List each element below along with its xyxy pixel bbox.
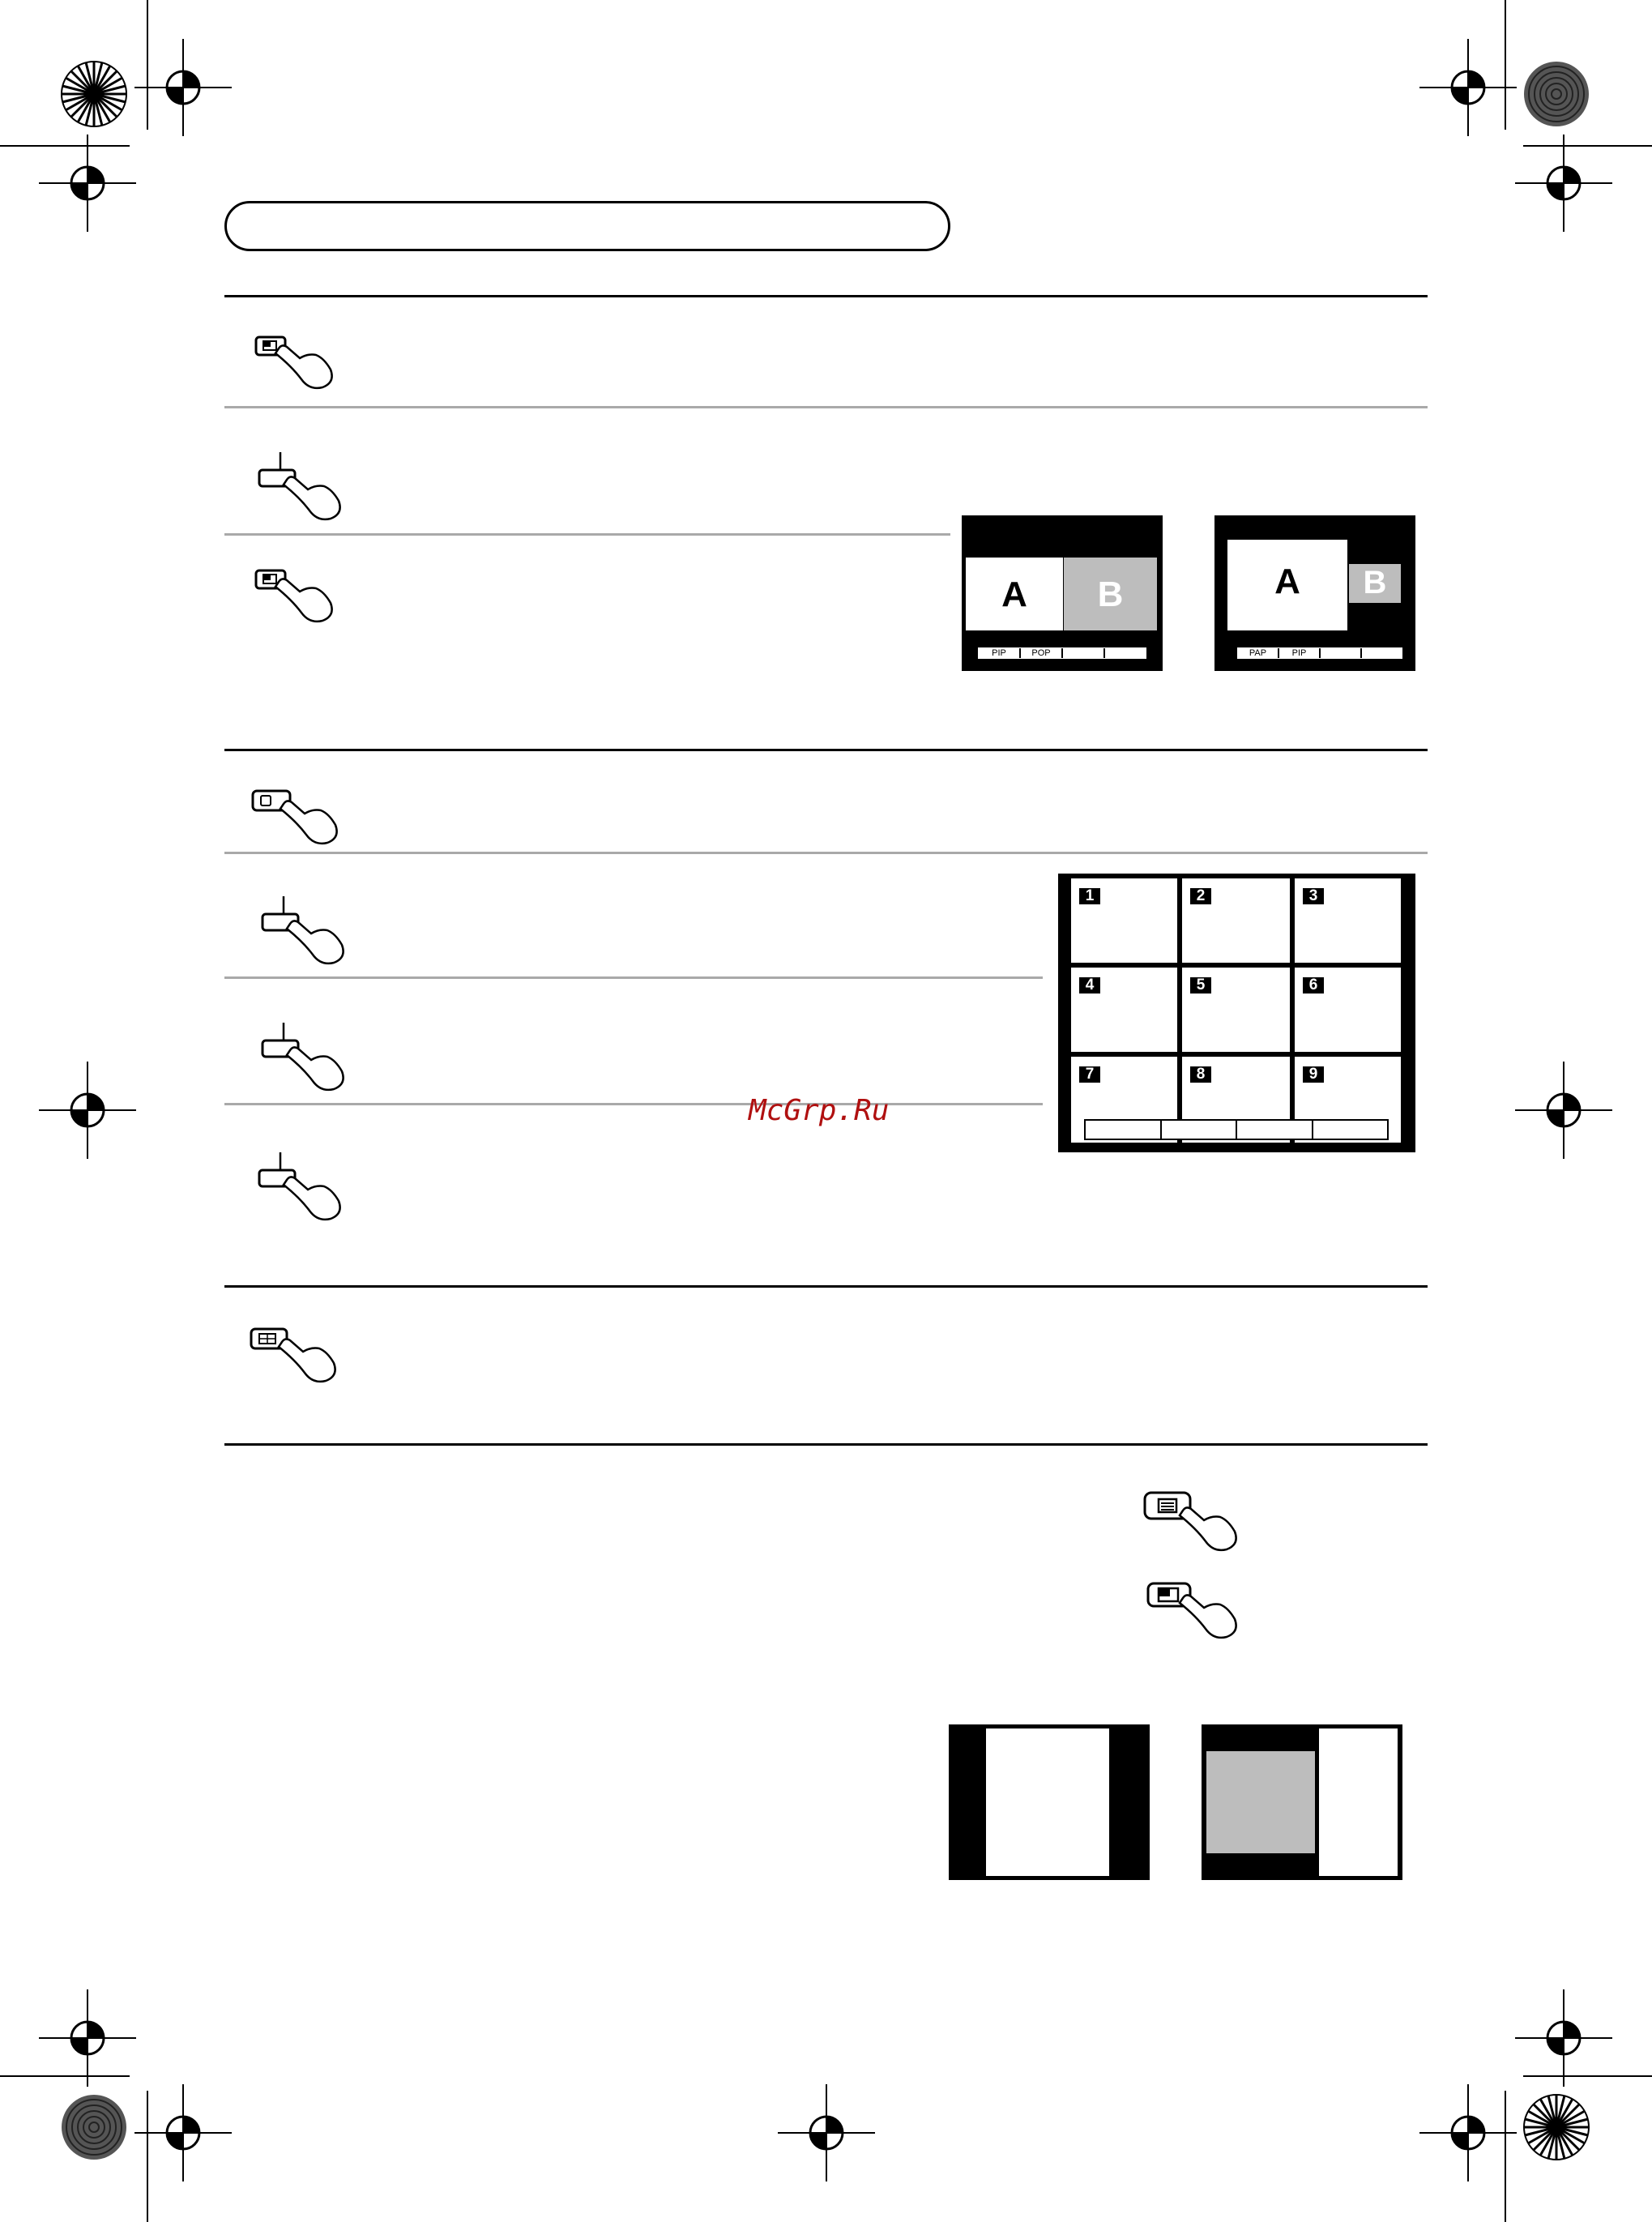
grid-cell-number: 6	[1303, 977, 1324, 993]
divider	[224, 406, 1428, 408]
mode-bar	[978, 647, 1146, 659]
grid-status-bar	[1084, 1119, 1389, 1140]
pap-pip-screen-figure	[1214, 515, 1415, 671]
remote-arrow-button-icon	[256, 452, 345, 525]
grid-cell-number: 1	[1079, 888, 1100, 904]
mode-bar-cell: POP	[1021, 648, 1063, 658]
remote-arrow-button-icon	[256, 1152, 345, 1225]
picture-a-panel	[1227, 540, 1347, 630]
remote-arrow-button-icon	[259, 896, 348, 969]
remote-info-button-icon	[251, 788, 348, 852]
picture-b-label: B	[1363, 565, 1387, 600]
picture-a-label: A	[1274, 562, 1300, 601]
picture-panel	[986, 1728, 1109, 1876]
divider	[224, 295, 1428, 297]
mode-bar	[1237, 647, 1402, 659]
format-screen-figure-right	[1202, 1724, 1402, 1880]
divider	[224, 852, 1428, 854]
remote-multipicture-button-icon	[248, 1326, 345, 1391]
picture-a-label: A	[1001, 575, 1027, 614]
pip-pop-screen-figure	[962, 515, 1163, 671]
grid-cell-number: 5	[1190, 977, 1211, 993]
grid-cell	[1071, 968, 1177, 1052]
section-title-box	[224, 201, 950, 251]
picture-a-panel	[966, 558, 1063, 630]
picture-b-label: B	[1097, 575, 1124, 614]
mode-bar-cell	[1105, 648, 1146, 658]
divider	[224, 1443, 1428, 1446]
grid-cell-number: 7	[1079, 1066, 1100, 1083]
mode-bar-cell	[1321, 648, 1362, 658]
picture-panel	[1206, 1751, 1315, 1853]
grid-cell-number: 2	[1190, 888, 1211, 904]
remote-pip-button-icon	[251, 334, 340, 399]
mode-bar-cell: PIP	[979, 648, 1021, 658]
grid-cell-number: 9	[1303, 1066, 1324, 1083]
divider	[224, 1103, 1043, 1105]
divider	[224, 749, 1428, 751]
mode-bar-cell: PIP	[1279, 648, 1321, 658]
divider	[224, 976, 1043, 979]
remote-menu-button-icon	[1142, 1489, 1248, 1554]
mode-bar-cell	[1362, 648, 1402, 658]
side-panel	[1319, 1728, 1398, 1876]
watermark: McGrp.Ru	[749, 1094, 890, 1127]
grid-cell	[1182, 878, 1290, 963]
remote-pip-button-icon	[251, 567, 340, 632]
grid-cell	[1071, 878, 1177, 963]
divider	[224, 533, 950, 536]
picture-b-panel	[1349, 564, 1401, 603]
grid-cell	[1295, 878, 1401, 963]
remote-arrow-button-icon	[259, 1023, 348, 1096]
mode-bar-cell	[1063, 648, 1105, 658]
grid-cell	[1182, 968, 1290, 1052]
grid-cell-number: 3	[1303, 888, 1324, 904]
format-screen-figure-left	[949, 1724, 1150, 1880]
mode-bar-cell: PAP	[1238, 648, 1279, 658]
grid-cell	[1295, 968, 1401, 1052]
grid-cell-number: 8	[1190, 1066, 1211, 1083]
grid-cell-number: 4	[1079, 977, 1100, 993]
nine-picture-grid-figure	[1058, 874, 1415, 1152]
divider	[224, 1285, 1428, 1288]
picture-b-panel	[1064, 558, 1157, 630]
remote-pip-button-icon	[1146, 1580, 1251, 1645]
